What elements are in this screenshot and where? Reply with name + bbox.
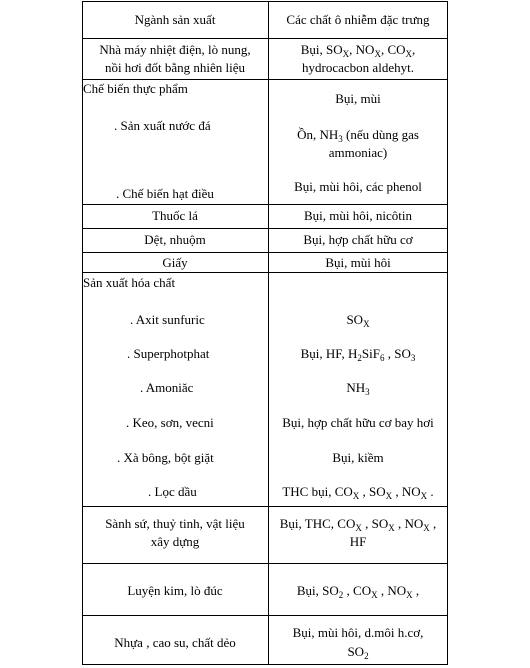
industry-cell: Dệt, nhuộm <box>144 232 206 247</box>
row-divider <box>82 252 448 253</box>
industry-cell: Luyện kim, lò đúc <box>127 583 223 598</box>
pollutant-cell: Bụi, THC, $CO_X$ , $SO_X$ , $NO_X$ , <box>279 516 437 533</box>
pollutant-cell: ammoniac) <box>328 145 388 160</box>
industry-sub-item: . Lọc dầu <box>148 484 197 499</box>
row-divider <box>82 506 448 507</box>
pollutant-cell: $NH_3$ <box>346 380 370 397</box>
pollutant-cell: THC bụi, $CO_X$ , $SO_X$ , $NO_X$ . <box>282 484 434 501</box>
row-divider <box>82 1 448 2</box>
row-divider <box>82 563 448 564</box>
pollutant-cell: $SO_2$ <box>347 644 369 661</box>
pollutant-cell: Ồn, $NH_3$ (nếu dùng gas <box>297 127 419 144</box>
pollutant-table <box>82 1 448 665</box>
industry-sub-item: . Amoniăc <box>140 380 194 395</box>
industry-cell: nồi hơi đốt bằng nhiên liệu <box>104 60 246 75</box>
header-pollutants: Các chất ô nhiễm đặc trưng <box>286 12 430 27</box>
industry-sub-item: . Chế biến hạt điều <box>116 186 214 201</box>
row-divider <box>82 272 448 273</box>
industry-cell: xây dựng <box>150 534 200 549</box>
row-divider <box>82 79 448 80</box>
industry-cell: Giấy <box>162 255 188 270</box>
pollutant-cell: HF <box>349 534 367 549</box>
pollutant-cell: Bụi, mùi hôi <box>325 255 391 270</box>
pollutant-cell: Bụi, mùi hôi, d.môi h.cơ, <box>292 625 424 640</box>
industry-cell: Thuốc lá <box>152 208 198 223</box>
row-divider <box>82 228 448 229</box>
row-divider <box>82 204 448 205</box>
pollutant-cell: Bụi, kiềm <box>332 450 384 465</box>
pollutant-cell: Bụi, mùi hôi, các phenol <box>294 179 422 194</box>
industry-sub-item: . Xà bông, bột giặt <box>117 450 214 465</box>
table-border-left <box>82 1 83 665</box>
header-industry: Ngành sản xuất <box>134 12 216 27</box>
row-divider <box>82 615 448 616</box>
pollutant-cell: hydrocacbon aldehyt. <box>302 60 414 75</box>
row-divider <box>82 38 448 39</box>
industry-cell: Nhựa , cao su, chất dẻo <box>114 635 236 650</box>
pollutant-cell: Bụi, hợp chất hữu cơ <box>303 232 413 247</box>
industry-cell: Sành sứ, thuỷ tinh, vật liệu <box>105 516 245 531</box>
pollutant-cell: Bụi, mùi hôi, nicôtin <box>304 208 412 223</box>
industry-cell: Nhà máy nhiệt điện, lò nung, <box>99 42 251 57</box>
industry-sub-item: . Sản xuất nước đá <box>114 118 211 133</box>
pollutant-cell: Bụi, hợp chất hữu cơ bay hơi <box>282 415 434 430</box>
industry-sub-item: . Axit sunfuric <box>130 312 205 327</box>
industry-group-label: Sản xuất hóa chất <box>83 275 176 290</box>
pollutant-cell: Bụi, $SO_X$, $NO_X$, $CO_X$, <box>300 42 416 59</box>
pollutant-cell: $SO_X$ <box>346 312 370 329</box>
pollutant-cell: Bụi, $SO_2$ , $CO_X$ , $NO_X$ , <box>296 583 420 600</box>
row-divider <box>82 664 448 665</box>
pollutant-cell: Bụi, HF, $H_2SiF_6$ , $SO_3$ <box>300 346 416 363</box>
pollutant-cell: Bụi, mùi <box>335 91 381 106</box>
industry-group-label: Chế biến thực phẩm <box>83 81 188 96</box>
industry-sub-item: . Superphotphat <box>127 346 210 361</box>
industry-sub-item: . Keo, sơn, vecni <box>126 415 214 430</box>
